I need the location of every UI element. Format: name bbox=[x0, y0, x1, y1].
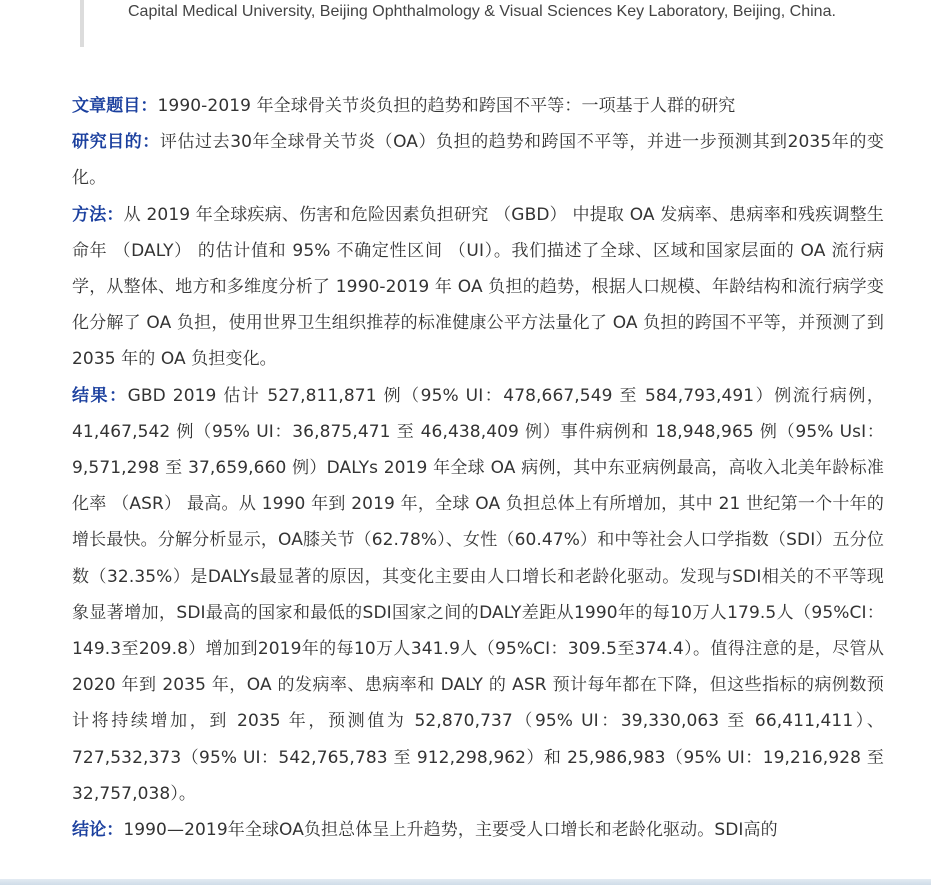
section-text-title: 1990-2019 年全球骨关节炎负担的趋势和跨国不平等：一项基于人群的研究 bbox=[157, 96, 736, 116]
section-label-conclusion: 结论： bbox=[72, 820, 124, 841]
window-bottom-edge bbox=[0, 879, 931, 885]
section-text-objective: 评估过去30年全球骨关节炎（OA）负担的趋势和跨国不平等，并进一步预测其到2035年的变化。 bbox=[72, 132, 884, 189]
section-title-paragraph bbox=[72, 88, 884, 124]
section-label-results: 结果： bbox=[72, 385, 128, 406]
affiliation-text: Capital Medical University, Beijing Ophthalmology & Visual Sciences Key Laboratory, Beijing, China. bbox=[128, 3, 836, 20]
section-label-methods: 方法： bbox=[72, 204, 124, 225]
affiliation-quote bbox=[80, 0, 880, 47]
section-text-conclusion: 1990—2019年全球OA负担总体呈上升趋势，主要受人口增长和老龄化驱动。SDI高的 bbox=[123, 820, 778, 841]
article-body bbox=[72, 88, 884, 848]
section-objective-paragraph bbox=[72, 124, 884, 196]
section-label-objective: 研究目的： bbox=[72, 132, 160, 153]
section-text-results: GBD 2019 估计 527,811,871 例（95% UI：478,667,549 至 584,793,491）例流行病例，41,467,542 例（95% UI：36,875,471 至 46,438,409 例）事件病例和 18,948,965 例（95% UsI：9,571,298 至 37,659,660 例）DALYs 2019 年全球 OA 病例，其中东亚病例最高，高收入北美年龄标准化率 （ASR） 最高。从 1990 年到 2019 年，全球 OA 负担总体上有所增加，其中 21 世纪第一个十年的增长最快。分解分析显示，OA膝关节（62.78%）、女性（60.47%）和中等社会人口学指数（SDI）五分位数（32.35%）是DALYs最显著的原因，其变化主要由人口增长和老龄化驱动。发现与SDI相关的不平等现象显著增加，SDI最高的国家和最低的SDI国家之间的DALY差距从1990年的每10万人179.5人（95%CI：149.3至209.8）增加到2019年的每10万人341.9人（95%CI：309.5至374.4）。值得注意的是，尽管从 2020 年到 2035 年，OA 的发病率、患病率和 DALY 的 ASR 预计每年都在下降，但这些指标的病例数预计将持续增加，到 2035 年，预测值为 52,870,737（95% UI：39,330,063 至 66,411,411）、727,532,373（95% UI：542,765,783 至 912,298,962）和 25,986,983（95% UI：19,216,928 至 32,757,038）。 bbox=[72, 385, 884, 804]
section-text-methods: 从 2019 年全球疾病、伤害和危险因素负担研究 （GBD） 中提取 OA 发病率、患病率和残疾调整生命年 （DALY） 的估计值和 95% 不确定性区间 （UI）。我们描述了全球、区域和国家层面的 OA 流行病学，从整体、地方和多维度分析了 1990-2019 年 OA 负担的趋势，根据人口规模、年龄结构和流行病学变化分解了 OA 负担，使用世界卫生组织推荐的标准健康公平方法量化了 OA 负担的跨国不平等，并预测了到 2035 年的 OA 负担变化。 bbox=[72, 204, 884, 370]
section-conclusion-paragraph bbox=[72, 812, 884, 848]
section-methods-paragraph bbox=[72, 197, 884, 378]
section-label-title: 文章题目： bbox=[72, 96, 158, 116]
section-results-paragraph bbox=[72, 378, 884, 812]
